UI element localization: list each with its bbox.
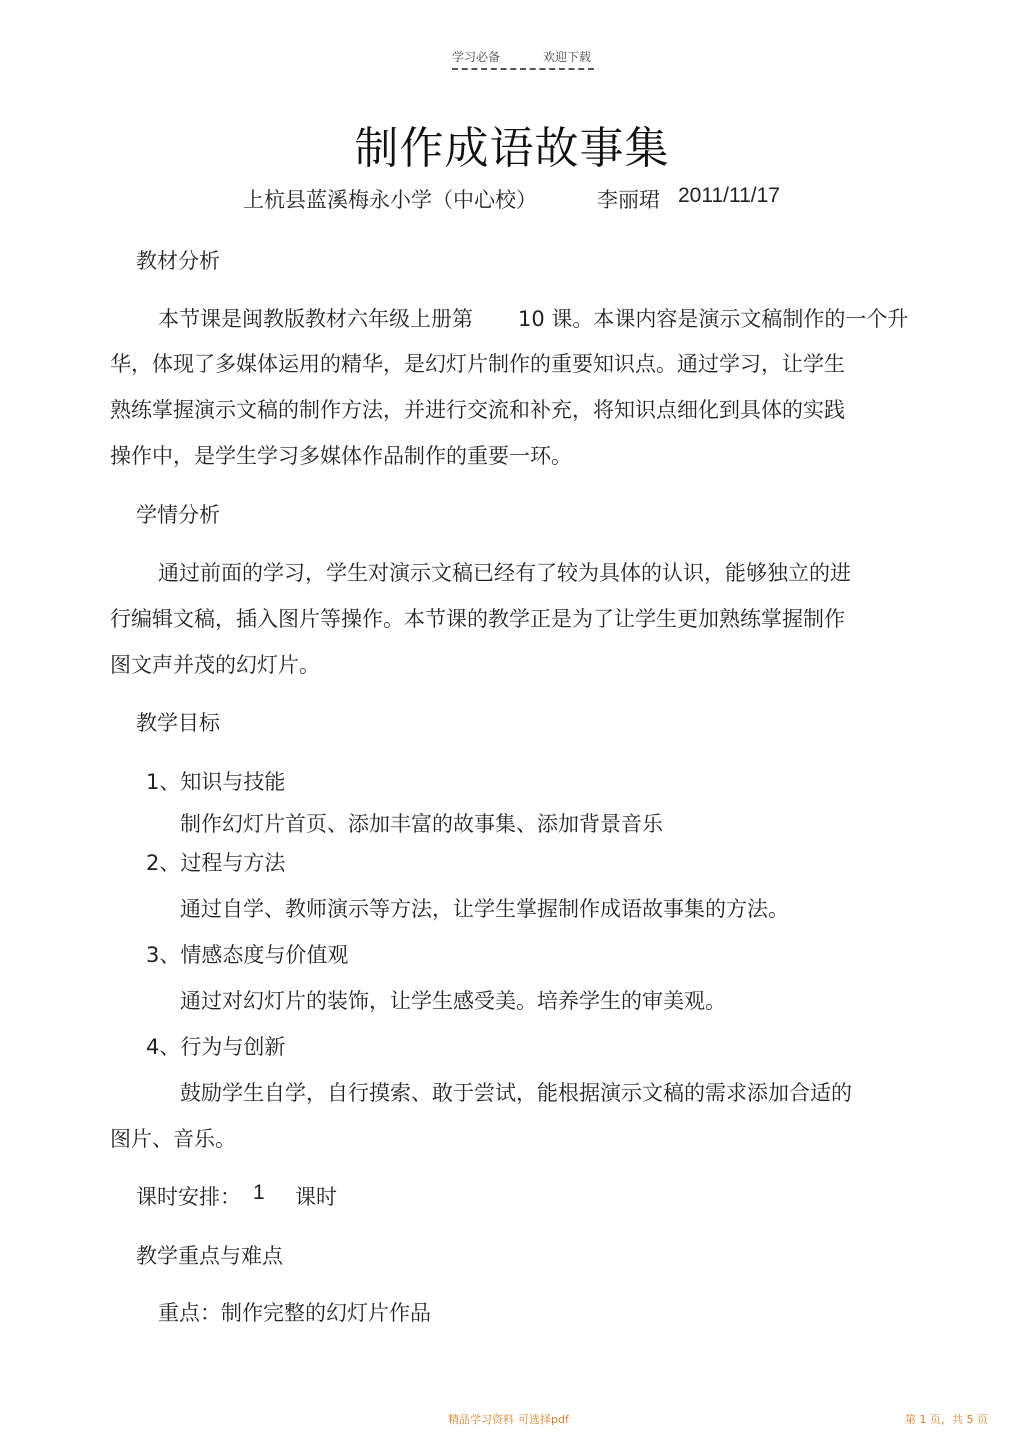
header-left-text: 学习必备	[452, 50, 501, 64]
paragraph-line: 图文声并茂的幻灯片。	[110, 653, 320, 677]
goal-item-text: 制作幻灯片首页、添加丰富的故事集、添加背景音乐	[180, 812, 663, 836]
section-heading-keypoints: 教学重点与难点	[136, 1244, 283, 1268]
school-name: 上杭县蓝溪梅永小学（中心校）	[243, 188, 537, 212]
footer-left-text: 精品学习资料	[448, 1413, 514, 1426]
schedule-number: 1	[253, 1181, 265, 1204]
paragraph-line: 本节课是闽教版教材六年级上册第	[158, 307, 473, 331]
goal-item-label: 2、过程与方法	[146, 851, 286, 875]
goal-item-label: 4、行为与创新	[146, 1035, 286, 1059]
section-heading-materials: 教材分析	[136, 249, 220, 273]
section-heading-goals: 教学目标	[136, 711, 220, 735]
schedule-unit: 课时	[295, 1185, 337, 1209]
paragraph-line: 通过前面的学习，学生对演示文稿已经有了较为具体的认识，能够独立的进	[158, 561, 851, 585]
paragraph-line: 华，体现了多媒体运用的精华，是幻灯片制作的重要知识点。通过学习，让学生	[110, 352, 845, 376]
goal-item-text: 通过对幻灯片的装饰，让学生感受美。培养学生的审美观。	[180, 989, 726, 1013]
section-heading-students: 学情分析	[136, 503, 220, 527]
page-number: 第 1 页，共 5 页	[905, 1413, 988, 1426]
goal-item-text-continued: 图片、音乐。	[110, 1127, 236, 1151]
author-name: 李丽珺	[597, 188, 660, 212]
keypoint-line: 重点：制作完整的幻灯片作品	[158, 1301, 431, 1325]
paragraph-line: 操作中，是学生学习多媒体作品制作的重要一环。	[110, 444, 572, 468]
paragraph-line: 熟练掌握演示文稿的制作方法，并进行交流和补充，将知识点细化到具体的实践	[110, 398, 845, 422]
goal-item-text: 通过自学、教师演示等方法，让学生掌握制作成语故事集的方法。	[180, 897, 789, 921]
footer-middle-text: 可选择pdf	[518, 1413, 569, 1426]
document-date: 2011/11/17	[678, 184, 780, 207]
goal-item-text: 鼓励学生自学，自行摸索、敢于尝试，能根据演示文稿的需求添加合适的	[180, 1081, 852, 1105]
goal-item-label: 3、情感态度与价值观	[146, 943, 349, 967]
schedule-label: 课时安排：	[136, 1185, 241, 1209]
paragraph-line: 行编辑文稿，插入图片等操作。本节课的教学正是为了让学生更加熟练掌握制作	[110, 607, 845, 631]
header-right-text: 欢迎下载	[543, 50, 592, 64]
header-divider	[452, 68, 594, 70]
page-title: 制作成语故事集	[354, 123, 670, 174]
paragraph-line: 10 课。本课内容是演示文稿制作的一个升	[518, 307, 909, 331]
goal-item-label: 1、知识与技能	[146, 770, 286, 794]
